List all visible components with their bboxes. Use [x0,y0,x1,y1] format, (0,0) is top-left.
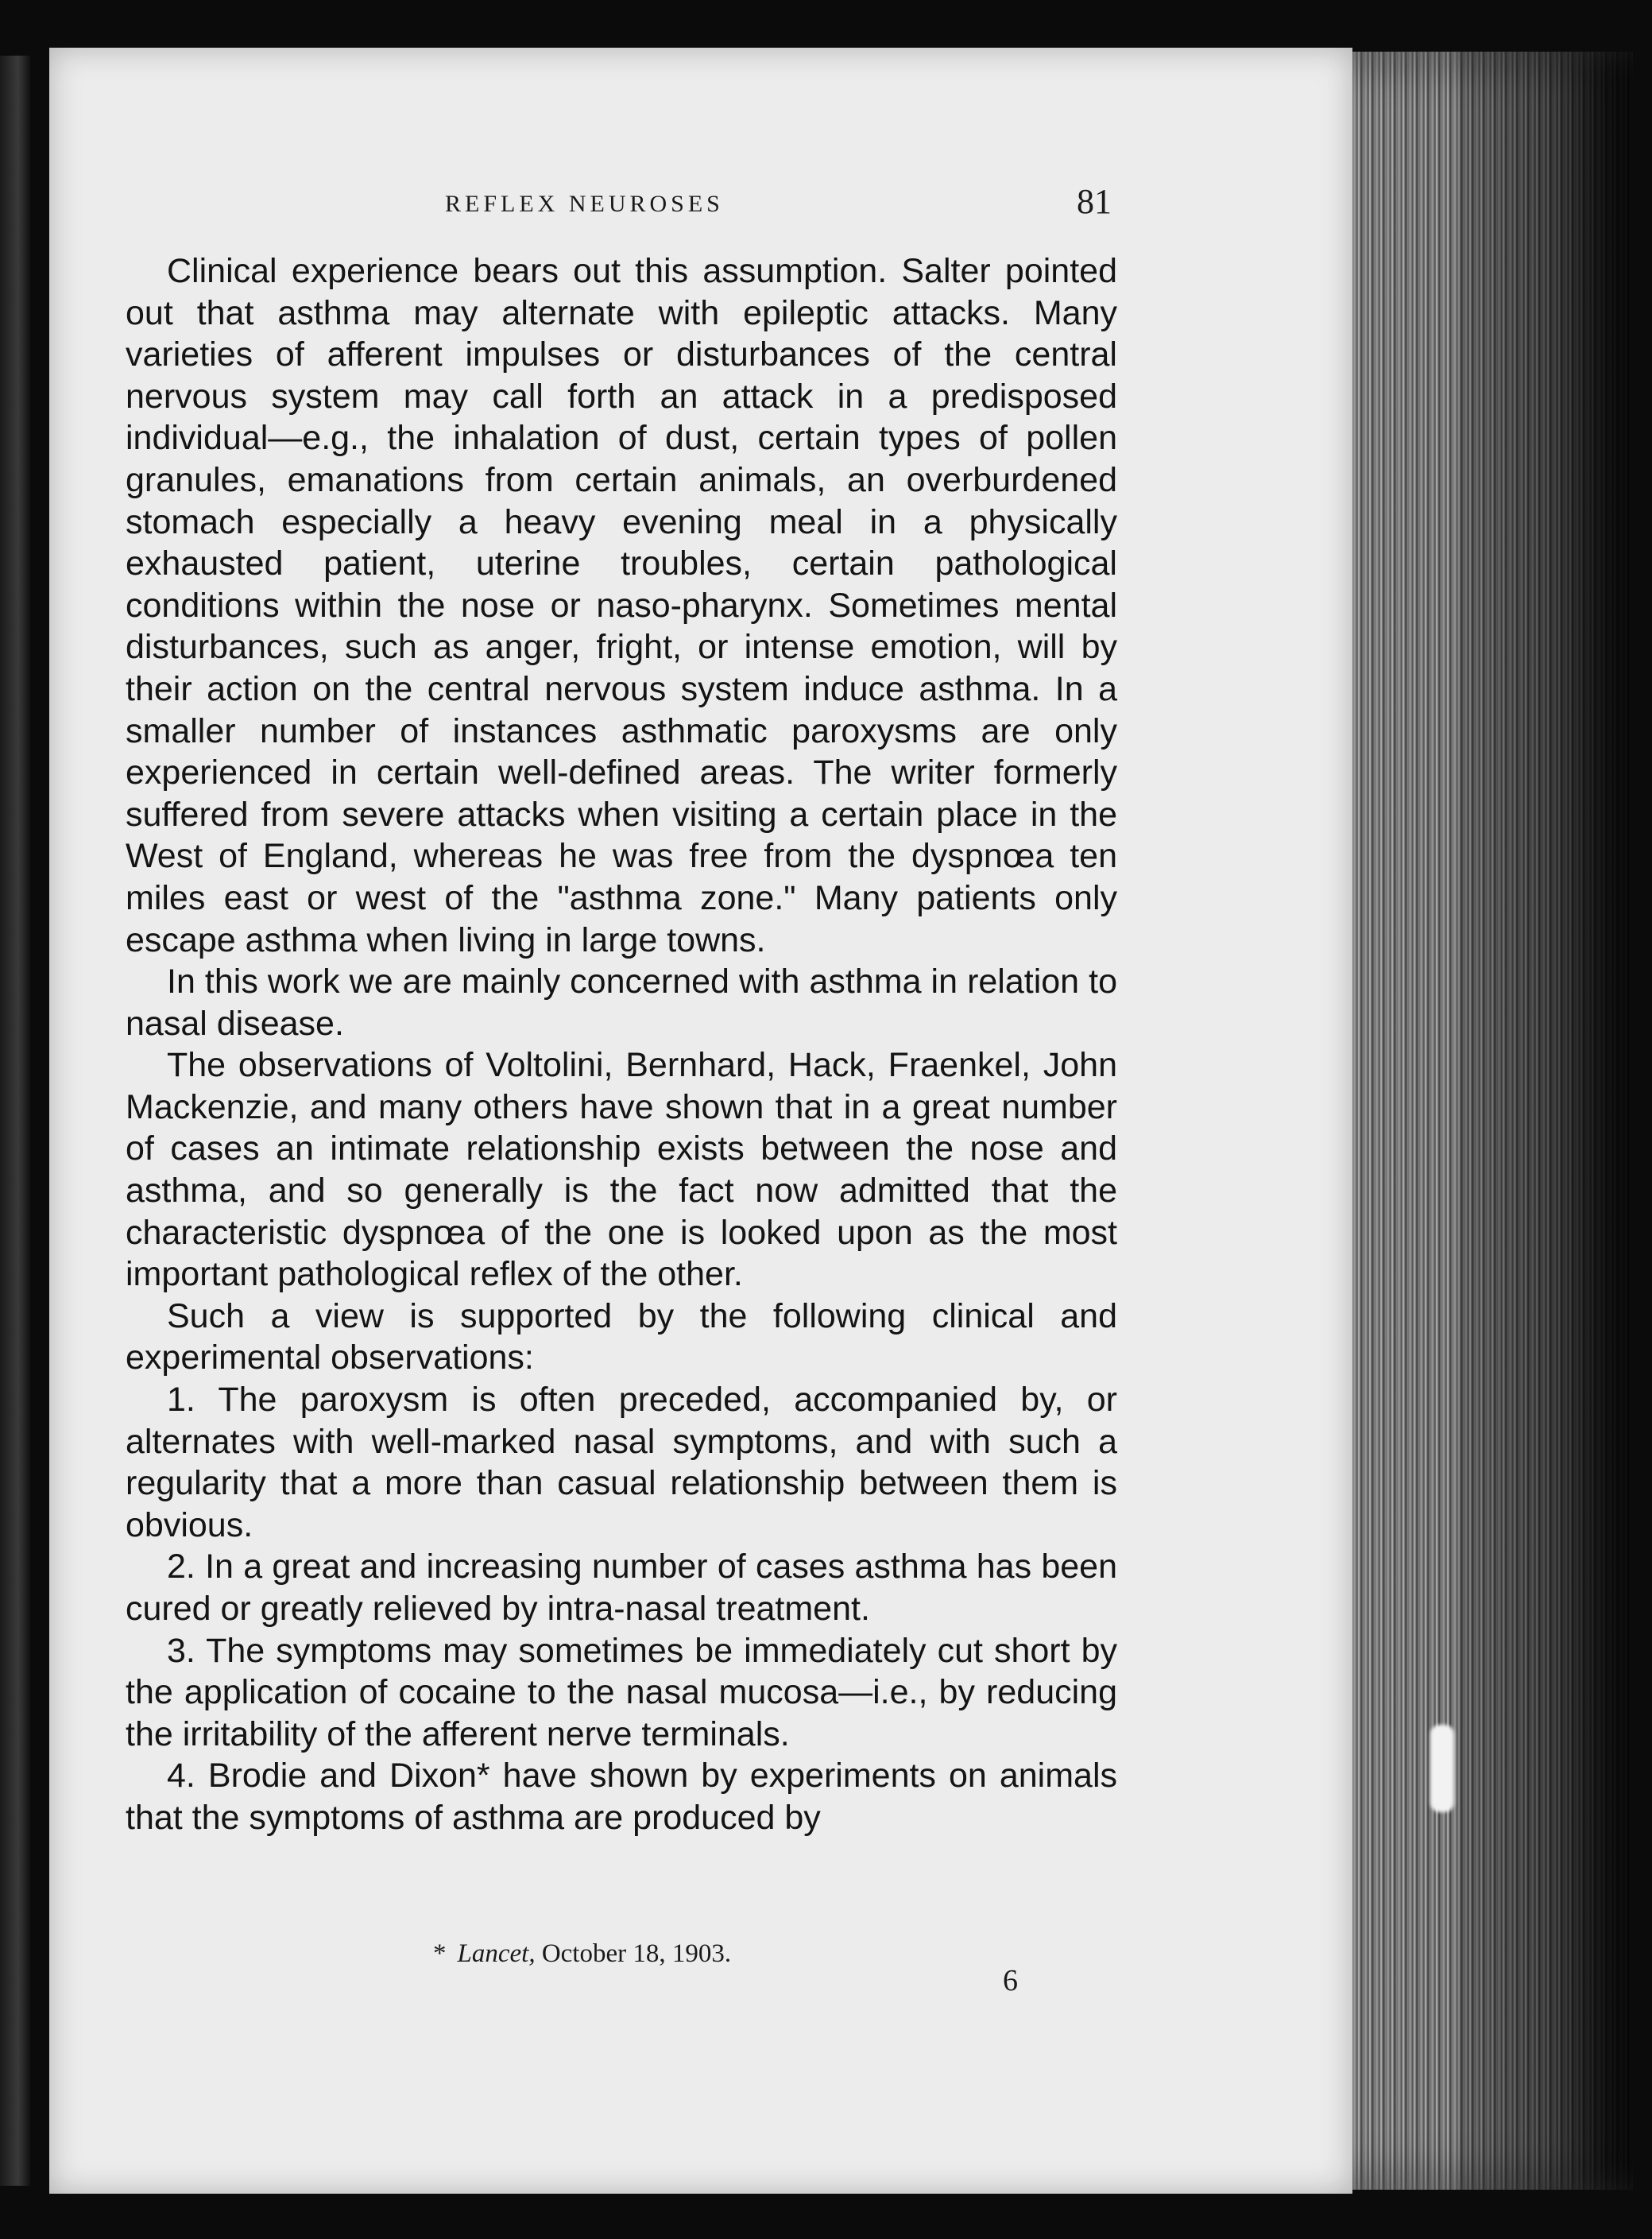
book-spine-edge [0,56,30,2186]
page-block-shadow [1458,52,1633,2190]
paragraph: The observations of Voltolini, Bernhard, Hack, Fraenkel, John Mackenzie, and many others have shown that in a great number of cases an intimate relationship exists between the nose and asthma, and so generally is the fact now admitted that the characteristic dyspnœa of the one is looked upon as the most important pathological reflex of the other. [126,1046,1117,1294]
list-item: 1. The paroxysm is often preceded, accompanied by, or alternates with well-marked nasal symptoms, and with such a regularity that a more than casual relationship between them is obvious. [126,1381,1117,1544]
page-number: 81 [1077,182,1112,221]
signature-mark: 6 [1003,1964,1018,1997]
footnote-marker: * [433,1939,447,1968]
list-item: 3. The symptoms may sometimes be immediately cut short by the application of cocaine to the nasal mucosa—i.e., by reducing the irritability of the afferent nerve terminals. [126,1631,1117,1753]
list-item: 2. In a great and increasing number of cases asthma has been cured or greatly relieved by intra-nasal treatment. [126,1548,1117,1628]
paragraph: Clinical experience bears out this assumption. Salter pointed out that asthma may alternate with epileptic attacks. Many varieties of afferent impulses or disturbances of the central nervous system may call forth an attack in a predisposed individual—e.g., the inhalation of dust, certain types of pollen granules, emanations from certain animals, an overburdened stomach especially a heavy evening meal in a physically exhausted patient, uterine troubles, certain pathological conditions within the nose or naso-pharynx. Sometimes mental disturbances, such as anger, fright, or intense emotion, will by their action on the central nervous system induce asthma. In a smaller number of instances asthmatic paroxysms are only experienced in certain well-defined areas. The writer formerly suffered from severe attacks when visiting a certain place in the West of England, whereas he was free from the dyspnœa ten miles east or west of the "asthma zone." Many patients only escape asthma when living in large towns. [126,252,1117,959]
list-item: 4. Brodie and Dixon* have shown by experiments on animals that the symptoms of asthma are produced by [126,1757,1117,1837]
running-head: REFLEX NEUROSES [445,191,724,217]
footnote-date: October 18, 1903. [541,1939,732,1968]
paragraph: In this work we are mainly concerned with asthma in relation to nasal disease. [126,963,1117,1043]
footnote-source: Lancet, [457,1939,536,1968]
edge-reflection [1430,1725,1454,1812]
footnote [433,1939,731,1969]
paragraph: Such a view is supported by the following clinical and experimental observations: [126,1296,1117,1377]
body-text [126,250,1117,1839]
